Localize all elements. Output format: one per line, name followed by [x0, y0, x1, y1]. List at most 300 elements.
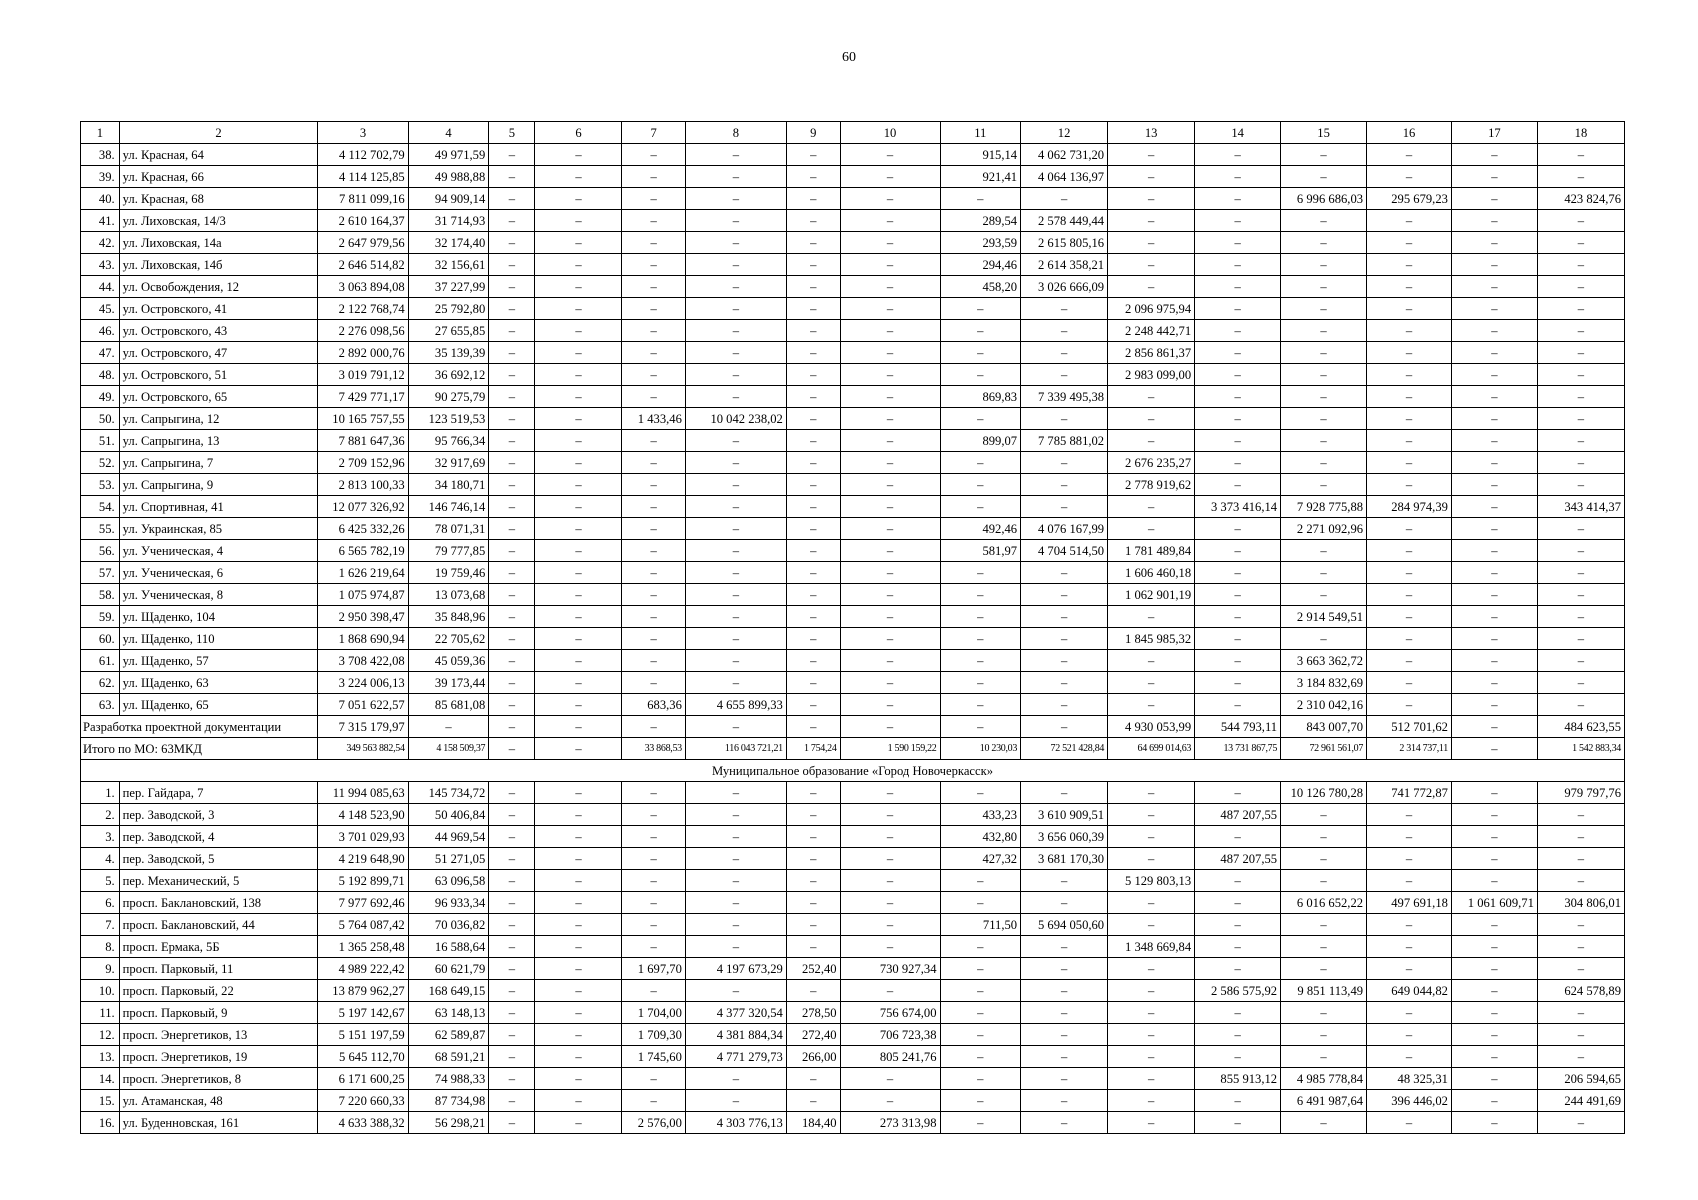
- table-cell: –: [1281, 298, 1367, 320]
- table-cell: 2 614 358,21: [1021, 254, 1108, 276]
- table-cell: 4 064 136,97: [1021, 166, 1108, 188]
- table-cell: –: [1281, 1024, 1367, 1046]
- table-cell: 544 793,11: [1195, 716, 1281, 738]
- table-cell: –: [940, 606, 1021, 628]
- table-cell: 168 649,15: [408, 980, 489, 1002]
- table-cell: –: [1367, 540, 1452, 562]
- table-cell: –: [1451, 694, 1537, 716]
- table-cell: –: [535, 738, 622, 760]
- table-cell: –: [1367, 364, 1452, 386]
- table-cell: –: [1281, 562, 1367, 584]
- table-cell: –: [786, 452, 840, 474]
- table-cell: –: [535, 914, 622, 936]
- table-cell: –: [1021, 936, 1108, 958]
- table-cell: –: [1195, 914, 1281, 936]
- table-cell: –: [786, 518, 840, 540]
- table-cell: –: [535, 298, 622, 320]
- table-cell: –: [489, 672, 535, 694]
- table-cell: 74 988,33: [408, 1068, 489, 1090]
- table-cell: –: [1451, 452, 1537, 474]
- table-cell: –: [786, 826, 840, 848]
- table-cell: –: [1108, 1002, 1195, 1024]
- table-cell: –: [1195, 276, 1281, 298]
- table-cell: –: [622, 342, 685, 364]
- table-cell: –: [1281, 826, 1367, 848]
- table-cell: –: [1537, 848, 1624, 870]
- row-address: ул. Островского, 51: [119, 364, 318, 386]
- table-cell: 244 491,69: [1537, 1090, 1624, 1112]
- table-cell: –: [1537, 342, 1624, 364]
- table-cell: –: [685, 210, 786, 232]
- table-cell: –: [489, 958, 535, 980]
- table-cell: –: [1195, 232, 1281, 254]
- table-cell: 5 151 197,59: [318, 1024, 408, 1046]
- table-cell: 272,40: [786, 1024, 840, 1046]
- table-cell: –: [1537, 1002, 1624, 1024]
- table-cell: –: [940, 870, 1021, 892]
- table-cell: –: [1451, 342, 1537, 364]
- row-address: ул. Сапрыгина, 9: [119, 474, 318, 496]
- table-cell: –: [786, 804, 840, 826]
- table-cell: –: [1537, 386, 1624, 408]
- table-cell: 4 114 125,85: [318, 166, 408, 188]
- table-cell: 90 275,79: [408, 386, 489, 408]
- table-cell: –: [1451, 958, 1537, 980]
- table-cell: –: [535, 496, 622, 518]
- table-cell: –: [1281, 320, 1367, 342]
- table-cell: 62 589,87: [408, 1024, 489, 1046]
- table-cell: 2 950 398,47: [318, 606, 408, 628]
- table-cell: –: [622, 980, 685, 1002]
- table-cell: –: [1195, 694, 1281, 716]
- row-number: 6.: [81, 892, 120, 914]
- table-cell: –: [1108, 1046, 1195, 1068]
- table-cell: 741 772,87: [1367, 782, 1452, 804]
- table-cell: –: [1108, 518, 1195, 540]
- table-row: [81, 606, 1625, 628]
- table-cell: –: [489, 694, 535, 716]
- row-address: ул. Щаденко, 65: [119, 694, 318, 716]
- table-cell: –: [622, 144, 685, 166]
- table-cell: –: [1108, 232, 1195, 254]
- table-cell: –: [840, 386, 940, 408]
- table-cell: –: [535, 1090, 622, 1112]
- table-cell: –: [489, 980, 535, 1002]
- table-cell: –: [489, 870, 535, 892]
- table-cell: –: [940, 496, 1021, 518]
- row-number: 41.: [81, 210, 120, 232]
- design-documentation-row: [81, 716, 1625, 738]
- table-cell: –: [1281, 144, 1367, 166]
- table-cell: –: [840, 144, 940, 166]
- table-cell: 1 745,60: [622, 1046, 685, 1068]
- table-cell: –: [535, 650, 622, 672]
- table-cell: –: [940, 408, 1021, 430]
- table-cell: –: [622, 364, 685, 386]
- table-cell: –: [622, 210, 685, 232]
- row-address: ул. Красная, 64: [119, 144, 318, 166]
- row-number: 50.: [81, 408, 120, 430]
- table-cell: 37 227,99: [408, 276, 489, 298]
- table-cell: –: [1281, 540, 1367, 562]
- table-cell: –: [685, 1090, 786, 1112]
- table-cell: –: [1195, 320, 1281, 342]
- table-cell: 343 414,37: [1537, 496, 1624, 518]
- table-cell: –: [1108, 188, 1195, 210]
- table-cell: –: [1281, 584, 1367, 606]
- table-cell: –: [1195, 936, 1281, 958]
- row-address: пер. Механический, 5: [119, 870, 318, 892]
- row-number: 61.: [81, 650, 120, 672]
- table-cell: –: [786, 386, 840, 408]
- row-address: ул. Украинская, 85: [119, 518, 318, 540]
- row-address: просп. Энергетиков, 13: [119, 1024, 318, 1046]
- row-number: 12.: [81, 1024, 120, 1046]
- table-cell: 25 792,80: [408, 298, 489, 320]
- table-cell: –: [622, 562, 685, 584]
- table-cell: –: [1281, 166, 1367, 188]
- table-cell: –: [786, 892, 840, 914]
- table-cell: –: [1108, 804, 1195, 826]
- table-cell: –: [1537, 540, 1624, 562]
- table-cell: –: [489, 408, 535, 430]
- table-cell: –: [1281, 276, 1367, 298]
- table-cell: –: [489, 936, 535, 958]
- table-cell: –: [840, 672, 940, 694]
- table-cell: 5 694 050,60: [1021, 914, 1108, 936]
- table-cell: 487 207,55: [1195, 804, 1281, 826]
- table-cell: –: [1367, 430, 1452, 452]
- table-cell: –: [622, 254, 685, 276]
- table-cell: 3 708 422,08: [318, 650, 408, 672]
- table-cell: –: [1367, 562, 1452, 584]
- table-cell: –: [1021, 694, 1108, 716]
- table-cell: –: [489, 738, 535, 760]
- table-cell: –: [685, 628, 786, 650]
- table-cell: –: [1537, 298, 1624, 320]
- table-cell: 7 051 622,57: [318, 694, 408, 716]
- table-cell: –: [1195, 870, 1281, 892]
- table-cell: –: [786, 342, 840, 364]
- table-row: [81, 1090, 1625, 1112]
- table-cell: –: [1367, 628, 1452, 650]
- table-cell: –: [489, 276, 535, 298]
- table-cell: –: [685, 650, 786, 672]
- table-cell: –: [685, 562, 786, 584]
- table-cell: 3 681 170,30: [1021, 848, 1108, 870]
- table-cell: –: [1537, 210, 1624, 232]
- table-cell: –: [1451, 936, 1537, 958]
- column-header: 12: [1021, 122, 1108, 144]
- table-cell: 2 676 235,27: [1108, 452, 1195, 474]
- table-cell: –: [840, 166, 940, 188]
- table-cell: 5 192 899,71: [318, 870, 408, 892]
- table-cell: –: [1451, 628, 1537, 650]
- row-number: 51.: [81, 430, 120, 452]
- table-cell: 79 777,85: [408, 540, 489, 562]
- table-cell: –: [940, 650, 1021, 672]
- table-cell: –: [786, 782, 840, 804]
- table-cell: –: [1367, 1046, 1452, 1068]
- table-cell: 78 071,31: [408, 518, 489, 540]
- row-address: ул. Ученическая, 4: [119, 540, 318, 562]
- table-cell: 278,50: [786, 1002, 840, 1024]
- table-row: [81, 782, 1625, 804]
- table-cell: 10 165 757,55: [318, 408, 408, 430]
- table-cell: 7 977 692,46: [318, 892, 408, 914]
- table-cell: –: [1021, 188, 1108, 210]
- table-row: [81, 848, 1625, 870]
- table-cell: –: [840, 474, 940, 496]
- table-cell: –: [535, 606, 622, 628]
- table-cell: –: [1367, 914, 1452, 936]
- table-cell: –: [1195, 958, 1281, 980]
- table-cell: –: [840, 342, 940, 364]
- row-address: ул. Щаденко, 63: [119, 672, 318, 694]
- table-cell: –: [1281, 364, 1367, 386]
- table-cell: –: [1537, 1046, 1624, 1068]
- table-cell: 49 988,88: [408, 166, 489, 188]
- table-cell: –: [940, 364, 1021, 386]
- table-cell: –: [489, 518, 535, 540]
- table-cell: –: [1195, 386, 1281, 408]
- table-cell: –: [489, 188, 535, 210]
- table-cell: –: [1281, 430, 1367, 452]
- table-cell: 4 062 731,20: [1021, 144, 1108, 166]
- table-cell: –: [786, 980, 840, 1002]
- table-cell: –: [1021, 298, 1108, 320]
- table-cell: –: [786, 870, 840, 892]
- table-cell: –: [535, 826, 622, 848]
- table-cell: –: [840, 562, 940, 584]
- data-table-container: [80, 121, 1625, 1134]
- column-header: 11: [940, 122, 1021, 144]
- table-cell: –: [1537, 804, 1624, 826]
- row-number: 55.: [81, 518, 120, 540]
- table-cell: –: [622, 826, 685, 848]
- table-cell: 2 646 514,82: [318, 254, 408, 276]
- row-number: 5.: [81, 870, 120, 892]
- table-cell: 6 016 652,22: [1281, 892, 1367, 914]
- table-cell: 13 073,68: [408, 584, 489, 606]
- table-cell: –: [1537, 254, 1624, 276]
- table-cell: –: [622, 892, 685, 914]
- table-cell: –: [1451, 276, 1537, 298]
- table-cell: –: [685, 144, 786, 166]
- table-cell: –: [535, 958, 622, 980]
- table-cell: –: [1367, 1112, 1452, 1134]
- table-cell: 497 691,18: [1367, 892, 1452, 914]
- table-row: [81, 1068, 1625, 1090]
- table-cell: 1 781 489,84: [1108, 540, 1195, 562]
- row-number: 53.: [81, 474, 120, 496]
- table-cell: –: [940, 1068, 1021, 1090]
- table-cell: –: [840, 320, 940, 342]
- table-cell: –: [622, 430, 685, 452]
- row-number: 15.: [81, 1090, 120, 1112]
- table-cell: 3 224 006,13: [318, 672, 408, 694]
- table-cell: –: [840, 584, 940, 606]
- table-cell: –: [685, 540, 786, 562]
- table-cell: –: [489, 342, 535, 364]
- table-cell: –: [535, 1068, 622, 1090]
- table-cell: –: [1021, 716, 1108, 738]
- table-cell: –: [1537, 276, 1624, 298]
- table-cell: –: [685, 452, 786, 474]
- table-cell: –: [786, 320, 840, 342]
- table-cell: –: [1281, 914, 1367, 936]
- table-cell: –: [1108, 276, 1195, 298]
- table-row: [81, 166, 1625, 188]
- table-cell: –: [535, 232, 622, 254]
- table-cell: 915,14: [940, 144, 1021, 166]
- row-address: ул. Щаденко, 110: [119, 628, 318, 650]
- table-row: [81, 1046, 1625, 1068]
- table-cell: 64 699 014,63: [1108, 738, 1195, 760]
- table-cell: –: [1451, 848, 1537, 870]
- table-cell: –: [1021, 650, 1108, 672]
- table-row: [81, 1002, 1625, 1024]
- table-row: [81, 980, 1625, 1002]
- table-cell: –: [1367, 254, 1452, 276]
- table-cell: –: [1451, 430, 1537, 452]
- row-address: просп. Баклановский, 138: [119, 892, 318, 914]
- table-cell: –: [535, 782, 622, 804]
- table-cell: –: [1451, 804, 1537, 826]
- table-cell: 56 298,21: [408, 1112, 489, 1134]
- table-cell: 12 077 326,92: [318, 496, 408, 518]
- table-cell: –: [1451, 254, 1537, 276]
- table-cell: –: [622, 518, 685, 540]
- table-row: [81, 958, 1625, 980]
- table-cell: –: [940, 562, 1021, 584]
- table-cell: –: [685, 804, 786, 826]
- column-header: 3: [318, 122, 408, 144]
- column-header: 13: [1108, 122, 1195, 144]
- table-cell: –: [622, 474, 685, 496]
- table-cell: –: [786, 364, 840, 386]
- table-cell: –: [489, 1046, 535, 1068]
- row-number: 54.: [81, 496, 120, 518]
- table-cell: –: [535, 188, 622, 210]
- table-cell: –: [1021, 562, 1108, 584]
- table-cell: –: [535, 848, 622, 870]
- section-title-row: [81, 760, 1625, 782]
- table-cell: 32 174,40: [408, 232, 489, 254]
- table-cell: –: [1021, 584, 1108, 606]
- table-cell: 899,07: [940, 430, 1021, 452]
- table-cell: –: [1195, 1090, 1281, 1112]
- table-cell: 4 219 648,90: [318, 848, 408, 870]
- table-cell: 63 096,58: [408, 870, 489, 892]
- table-cell: –: [1537, 958, 1624, 980]
- table-cell: –: [840, 980, 940, 1002]
- table-cell: –: [1451, 1112, 1537, 1134]
- table-cell: –: [840, 804, 940, 826]
- table-cell: –: [1281, 210, 1367, 232]
- table-cell: 1 606 460,18: [1108, 562, 1195, 584]
- table-cell: –: [840, 914, 940, 936]
- table-row: [81, 518, 1625, 540]
- row-number: 1.: [81, 782, 120, 804]
- table-cell: –: [786, 210, 840, 232]
- table-cell: –: [840, 1090, 940, 1112]
- table-cell: –: [1537, 584, 1624, 606]
- table-cell: 2 778 919,62: [1108, 474, 1195, 496]
- table-cell: 5 645 112,70: [318, 1046, 408, 1068]
- table-cell: –: [1021, 1024, 1108, 1046]
- table-cell: 1 626 219,64: [318, 562, 408, 584]
- row-address: ул. Атаманская, 48: [119, 1090, 318, 1112]
- table-cell: –: [685, 386, 786, 408]
- table-cell: –: [685, 166, 786, 188]
- table-row: [81, 804, 1625, 826]
- table-cell: –: [786, 562, 840, 584]
- table-cell: –: [840, 496, 940, 518]
- table-cell: –: [1281, 1112, 1367, 1134]
- row-number: 4.: [81, 848, 120, 870]
- table-cell: –: [685, 980, 786, 1002]
- row-address: просп. Баклановский, 44: [119, 914, 318, 936]
- row-number: 43.: [81, 254, 120, 276]
- table-cell: –: [489, 254, 535, 276]
- table-cell: 27 655,85: [408, 320, 489, 342]
- row-number: 39.: [81, 166, 120, 188]
- column-header: 9: [786, 122, 840, 144]
- table-cell: –: [685, 606, 786, 628]
- table-cell: –: [622, 804, 685, 826]
- table-cell: 7 220 660,33: [318, 1090, 408, 1112]
- table-cell: –: [1195, 518, 1281, 540]
- table-cell: –: [1281, 232, 1367, 254]
- row-address: ул. Ученическая, 8: [119, 584, 318, 606]
- table-cell: 7 881 647,36: [318, 430, 408, 452]
- table-cell: –: [622, 672, 685, 694]
- row-address: ул. Щаденко, 104: [119, 606, 318, 628]
- table-cell: –: [489, 628, 535, 650]
- table-cell: –: [535, 144, 622, 166]
- table-cell: –: [1451, 606, 1537, 628]
- row-number: 60.: [81, 628, 120, 650]
- table-cell: –: [622, 276, 685, 298]
- table-cell: –: [1367, 848, 1452, 870]
- section-title: Муниципальное образование «Город Новочеркасск»: [81, 760, 1625, 782]
- table-cell: –: [622, 166, 685, 188]
- table-cell: 7 339 495,38: [1021, 386, 1108, 408]
- table-row: [81, 210, 1625, 232]
- table-cell: –: [489, 430, 535, 452]
- table-cell: –: [940, 1090, 1021, 1112]
- table-cell: –: [1537, 936, 1624, 958]
- table-cell: –: [1451, 540, 1537, 562]
- table-cell: –: [1281, 254, 1367, 276]
- table-cell: –: [1108, 848, 1195, 870]
- table-cell: –: [1367, 672, 1452, 694]
- table-cell: –: [786, 628, 840, 650]
- table-cell: –: [535, 628, 622, 650]
- table-cell: 869,83: [940, 386, 1021, 408]
- table-cell: –: [535, 342, 622, 364]
- row-address: просп. Парковый, 9: [119, 1002, 318, 1024]
- table-cell: –: [489, 166, 535, 188]
- table-cell: –: [1108, 496, 1195, 518]
- table-cell: –: [1281, 936, 1367, 958]
- table-cell: –: [1537, 452, 1624, 474]
- table-row: [81, 408, 1625, 430]
- table-cell: –: [1021, 1090, 1108, 1112]
- table-cell: –: [1451, 188, 1537, 210]
- table-cell: 5 197 142,67: [318, 1002, 408, 1024]
